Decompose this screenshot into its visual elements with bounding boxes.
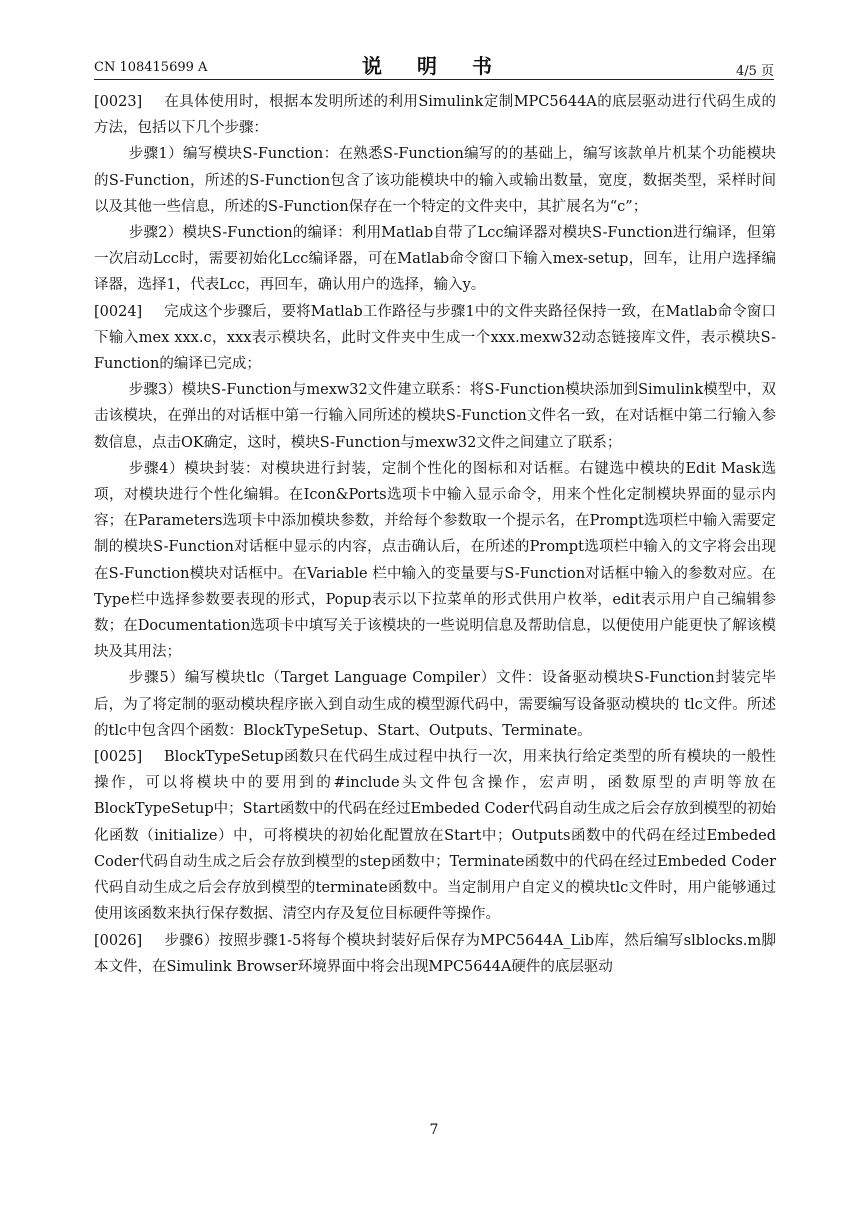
paragraph-text: 在具体使用时，根据本发明所述的利用Simulink定制MPC5644A的底层驱动进行代码生成的方法，包括以下几个步骤： <box>94 94 776 137</box>
paragraph-number: [0025] <box>94 749 143 766</box>
page-number: 7 <box>429 1122 439 1138</box>
page-header <box>94 50 774 80</box>
paragraph-step1 <box>94 141 776 220</box>
document-body <box>94 89 776 980</box>
paragraph-text: 步骤3）模块S-Function与mexw32文件建立联系：将S-Function模块添加到Simulink模型中，双击该模块，在弹出的对话框中第一行输入同所述的模块S-Function文件名一致，在对话框中第二行输入参数信息，点击OK确定，这时，模块S-Function与mexw32文件之间建立了联系； <box>94 382 776 451</box>
paragraph-0025 <box>94 744 776 927</box>
page-info: 4/5 页 <box>735 64 774 79</box>
paragraph-0024 <box>94 299 776 378</box>
paragraph-number: [0023] <box>94 94 143 110</box>
paragraph-step5 <box>94 665 776 744</box>
paragraph-step2 <box>94 220 776 299</box>
paragraph-step4 <box>94 456 776 666</box>
paragraph-text: 完成这个步骤后，要将Matlab工作路径与步骤1中的文件夹路径保持一致，在Matlab命令窗口下输入mex xxx.c，xxx表示模块名，此时文件夹中生成一个xxx.mexw32动态链接库文件，表示模块S-Function的编译已完成； <box>94 303 776 373</box>
paragraph-number: [0026] <box>94 932 143 949</box>
document-number: CN 108415699 A <box>94 60 208 75</box>
paragraph-text: BlockTypeSetup函数只在代码生成过程中执行一次，用来执行给定类型的所有模块的一般性操作，可以将模块中的要用到的#include头文件包含操作，宏声明，函数原型的声明等放在BlockTypeSetup中；Start函数中的代码在经过Embeded Coder代码自动生成之后会存放到模型的初始化函数（initialize）中，可将模块的初始化配置放在Start中；Outputs函数中的代码在经过Embeded Coder代码自动生成之后会存放到模型的step函数中；Terminate函数中的代码在经过Embeded Coder代码自动生成之后会存放到模型的terminate函数中。当定制用户自定义的模块tlc文件时，用户能够通过使用该函数来执行保存数据、清空内存及复位目标硬件等操作。 <box>94 749 776 923</box>
paragraph-number: [0024] <box>94 303 143 320</box>
paragraph-text: 步骤2）模块S-Function的编译：利用Matlab自带了Lcc编译器对模块S-Function进行编译，但第一次启动Lcc时，需要初始化Lcc编译器，可在Matlab命令窗口下输入mex-setup，回车，让用户选择编译器，选择1，代表Lcc，再回车，确认用户的选择，输入y。 <box>94 225 776 294</box>
paragraph-step3 <box>94 377 776 456</box>
paragraph-text: 步骤1）编写模块S-Function：在熟悉S-Function编写的的基础上，编写该款单片机某个功能模块的S-Function，所述的S-Function包含了该功能模块中的输入或输出数量，宽度，数据类型，采样时间以及其他一些信息，所述的S-Function保存在一个特定的文件夹中，其扩展名为“c”； <box>94 146 776 215</box>
paragraph-0026 <box>94 928 776 980</box>
paragraph-text: 步骤6）按照步骤1-5将每个模块封装好后保存为MPC5644A_Lib库，然后编写slblocks.m脚本文件，在Simulink Browser环境界面中将会出现MPC5644A硬件的底层驱动 <box>94 932 776 975</box>
paragraph-0023 <box>94 89 776 141</box>
paragraph-text: 步骤5）编写模块tlc（Target Language Compiler）文件：设备驱动模块S-Function封装完毕后，为了将定制的驱动模块程序嵌入到自动生成的模型源代码中，需要编写设备驱动模块的 tlc文件。所述的tlc中包含四个函数：BlockTypeSetup、Start、Outputs、Terminate。 <box>94 670 776 739</box>
page-title: 说 明 书 <box>362 54 506 78</box>
paragraph-text: 步骤4）模块封装：对模块进行封装，定制个性化的图标和对话框。右键选中模块的Edit Mask选项，对模块进行个性化编辑。在Icon&Ports选项卡中输入显示命令，用来个性化定制模块界面的显示内容；在Parameters选项卡中添加模块参数，并给每个参数取一个提示名，在Prompt选项栏中输入需要定制的模块S-Function对话框中显示的内容，点击确认后，在所述的Prompt选项栏中输入的文字将会出现在S-Function模块对话框中。在Variable 栏中输入的变量要与S-Function对话框中输入的参数对应。在Type栏中选择参数要表现的形式，Popup表示以下拉菜单的形式供用户枚举，edit表示用户自己编辑参数；在Documentation选项卡中填写关于该模块的一些说明信息及帮助信息，以便使用户能更快了解该模块及其用法； <box>94 460 776 661</box>
header-rule <box>94 79 774 80</box>
